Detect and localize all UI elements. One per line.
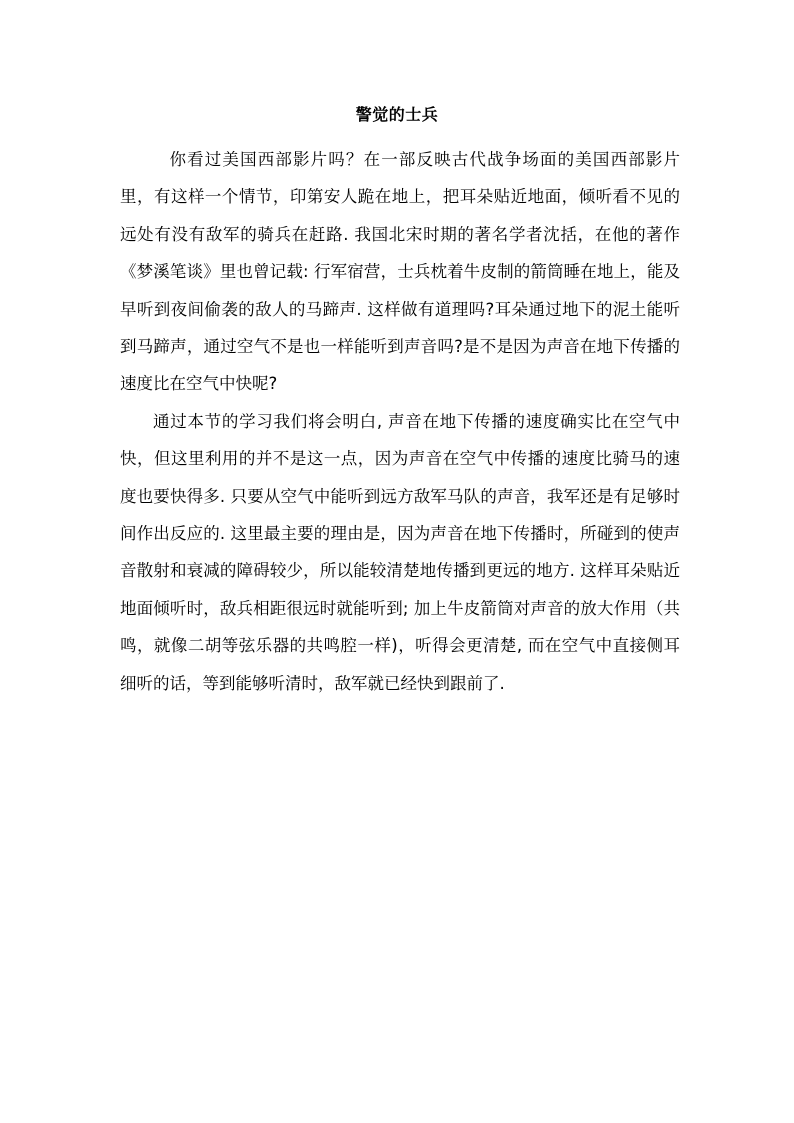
paragraph-2: 通过本节的学习我们将会明白, 声音在地下传播的速度确实比在空气中快，但这里利用的并不是这一点，因为声音在空气中传播的速度比骑马的速度也要快得多. 只要从空气中能听到远方敌军马队的声音，我军还是有足够时间作出反应的. 这里最主要的理由是，因为声音在地下传播时，所碰到的使声音散射和衰减的障碍较少，所以能较清楚地传播到更远的地方. 这样耳朵贴近地面倾听时，敌兵相距很远时就能听到; 加上牛皮箭筒对声音的放大作用（共鸣，就像二胡等弦乐器的共鸣腔一样)，听得会更清楚, 而在空气中直接侧耳细听的话，等到能够听清时，敌军就已经快到跟前了. [120, 411, 680, 693]
body-text [120, 141, 680, 702]
page-title: 警觉的士兵 [355, 105, 439, 124]
paragraph-1: 你看过美国西部影片吗？在一部反映古代战争场面的美国西部影片里，有这样一个情节，印第安人跪在地上，把耳朵贴近地面，倾听看不见的远处有没有敌军的骑兵在赶路. 我国北宋时期的著名学者沈括，在他的著作《梦溪笔谈》里也曾记载: 行军宿营，士兵枕着牛皮制的箭筒睡在地上，能及早听到夜间偷袭的敌人的马蹄声. 这样做有道理吗?耳朵通过地下的泥土能听到马蹄声，通过空气不是也一样能听到声音吗?是不是因为声音在地下传播的速度比在空气中快呢? [120, 150, 680, 394]
